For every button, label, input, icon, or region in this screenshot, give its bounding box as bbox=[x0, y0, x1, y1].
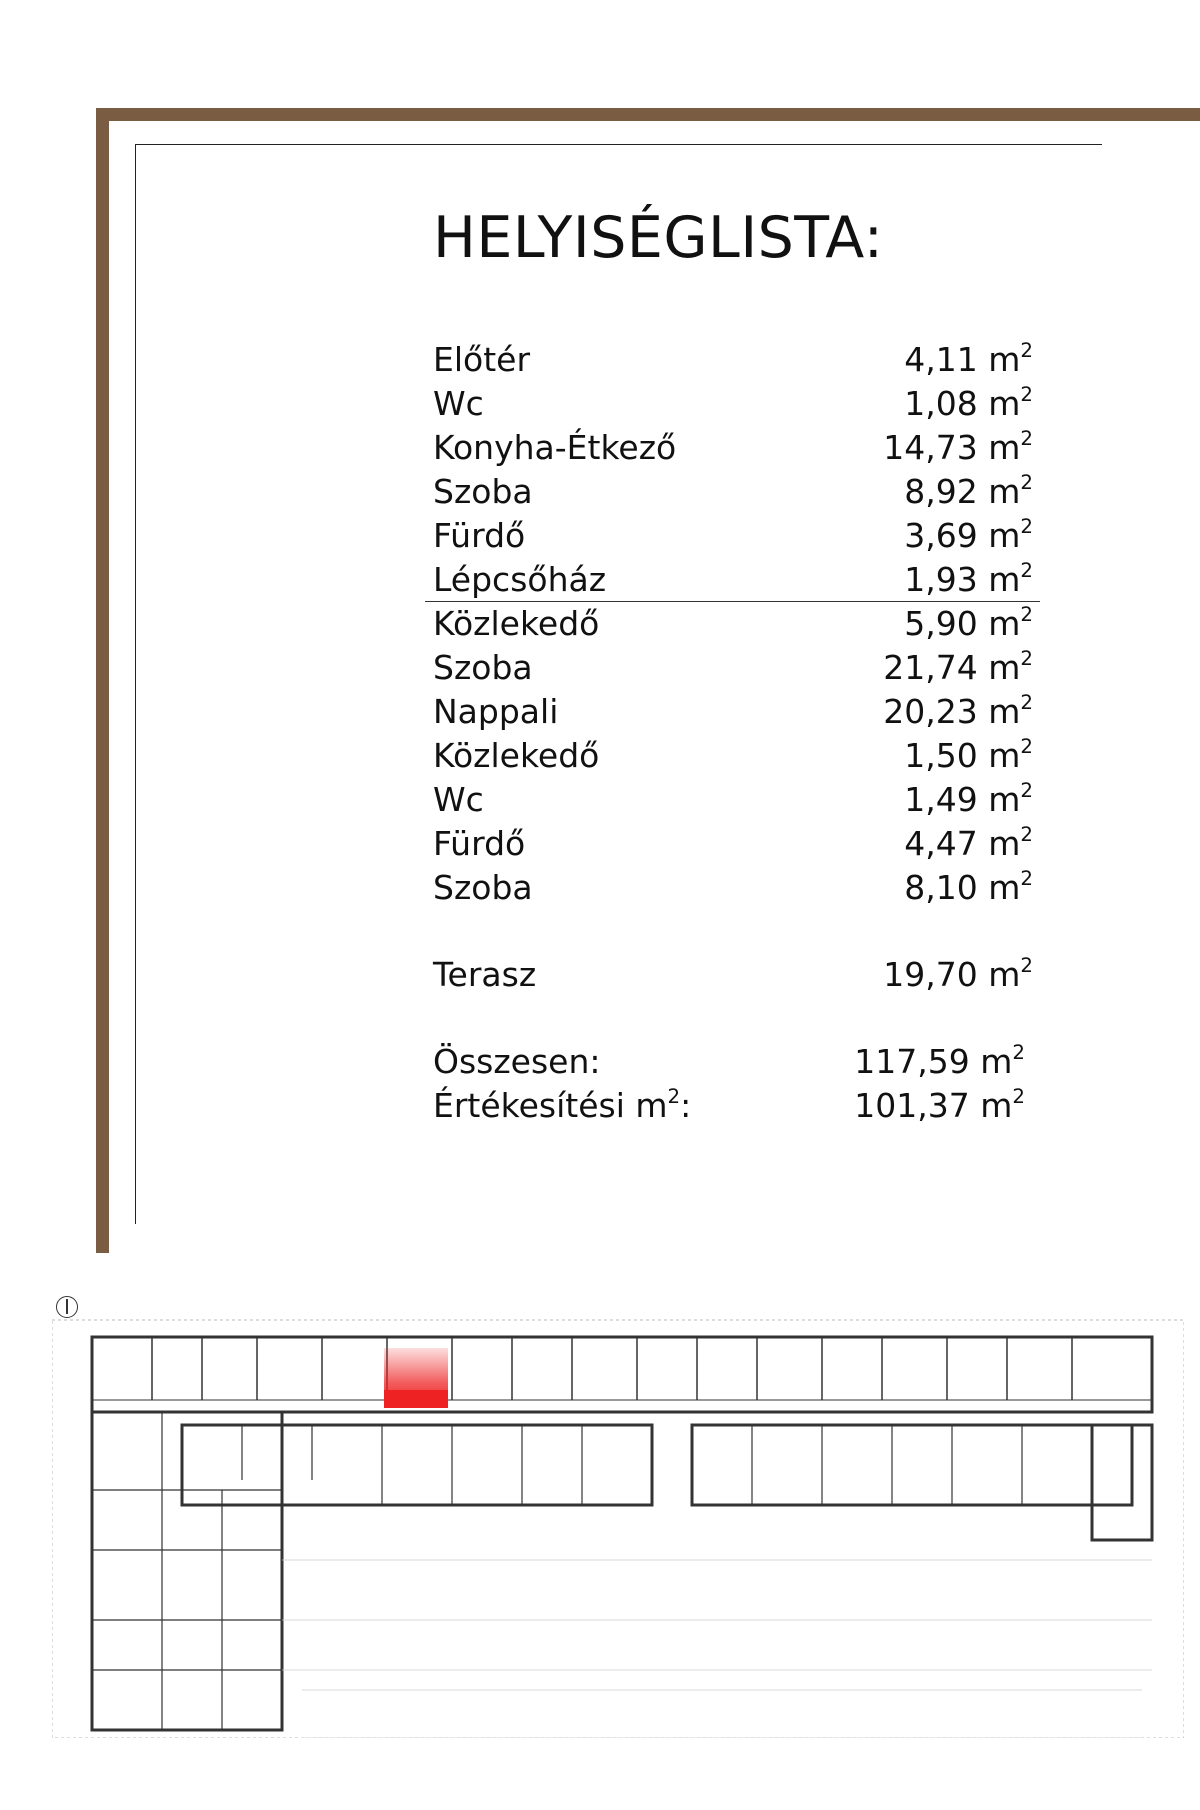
room-name: Fürdő bbox=[433, 516, 526, 555]
terrace-row bbox=[433, 953, 1033, 997]
room-row bbox=[433, 866, 1033, 910]
room-name: Előtér bbox=[433, 340, 531, 379]
room-row bbox=[433, 470, 1033, 514]
terrace-name: Terasz bbox=[433, 955, 537, 994]
room-row bbox=[433, 558, 1033, 602]
room-area: 8,92 $m^2$ bbox=[904, 471, 1033, 511]
page-title: HELYISÉGLISTA: bbox=[433, 205, 884, 271]
room-area: 14,73 $m^2$ bbox=[883, 427, 1033, 467]
room-name: Közlekedő bbox=[433, 736, 600, 775]
room-area: 3,69 $m^2$ bbox=[904, 515, 1033, 555]
room-row bbox=[433, 822, 1033, 866]
room-row bbox=[433, 338, 1033, 382]
parking-grid bbox=[282, 1560, 1152, 1738]
floor-plan-svg bbox=[52, 1290, 1184, 1738]
right-stair-block bbox=[1092, 1425, 1152, 1540]
room-area: 1,50 $m^2$ bbox=[904, 735, 1033, 775]
room-name: Szoba bbox=[433, 648, 533, 687]
top-wing-outline bbox=[92, 1337, 1152, 1412]
room-name: Fürdő bbox=[433, 824, 526, 863]
room-row bbox=[433, 602, 1033, 646]
room-name: Szoba bbox=[433, 868, 533, 907]
totals-block bbox=[433, 1040, 1025, 1128]
room-area: 1,49 $m^2$ bbox=[904, 779, 1033, 819]
room-name: Konyha-Étkező bbox=[433, 428, 677, 467]
total-area: 117,59 $m^2$ bbox=[854, 1041, 1025, 1081]
room-name: Wc bbox=[433, 384, 484, 423]
frame-left-bar bbox=[96, 108, 109, 1253]
sales-label: Értékesítési $m^2$: bbox=[433, 1085, 692, 1125]
top-wing-units bbox=[92, 1337, 1152, 1400]
room-area: 4,47 $m^2$ bbox=[904, 823, 1033, 863]
room-row bbox=[433, 382, 1033, 426]
room-name: Wc bbox=[433, 780, 484, 819]
room-area: 5,90 $m^2$ bbox=[904, 603, 1033, 643]
room-list bbox=[433, 338, 1033, 910]
room-name: Nappali bbox=[433, 692, 559, 731]
inner-border-left bbox=[135, 144, 136, 1224]
frame-top-bar bbox=[96, 108, 1200, 121]
room-name: Szoba bbox=[433, 472, 533, 511]
floor-plan-drawing bbox=[52, 1290, 1184, 1738]
inner-border-top bbox=[135, 144, 1102, 145]
room-row bbox=[433, 734, 1033, 778]
room-area: 21,74 $m^2$ bbox=[883, 647, 1033, 687]
room-area: 1,08 $m^2$ bbox=[904, 383, 1033, 423]
total-label: Összesen: bbox=[433, 1042, 601, 1081]
room-name: Lépcsőház bbox=[433, 560, 607, 599]
room-row bbox=[433, 426, 1033, 470]
highlighted-apartment-lower bbox=[384, 1390, 448, 1408]
room-area: 1,93 $m^2$ bbox=[904, 559, 1033, 599]
middle-wing-right bbox=[692, 1425, 1132, 1505]
room-row bbox=[433, 646, 1033, 690]
room-row bbox=[433, 778, 1033, 822]
sales-area: 101,37 $m^2$ bbox=[854, 1085, 1025, 1125]
room-row bbox=[433, 690, 1033, 734]
floor-divider-line bbox=[425, 601, 1040, 602]
total-row bbox=[433, 1040, 1025, 1084]
room-name: Közlekedő bbox=[433, 604, 600, 643]
terrace-area: 19,70 $m^2$ bbox=[883, 954, 1033, 994]
room-row bbox=[433, 514, 1033, 558]
room-area: 20,23 $m^2$ bbox=[883, 691, 1033, 731]
room-area: 4,11 $m^2$ bbox=[904, 339, 1033, 379]
left-wing-outline bbox=[92, 1412, 282, 1730]
room-area: 8,10 $m^2$ bbox=[904, 867, 1033, 907]
sales-row bbox=[433, 1084, 1025, 1128]
